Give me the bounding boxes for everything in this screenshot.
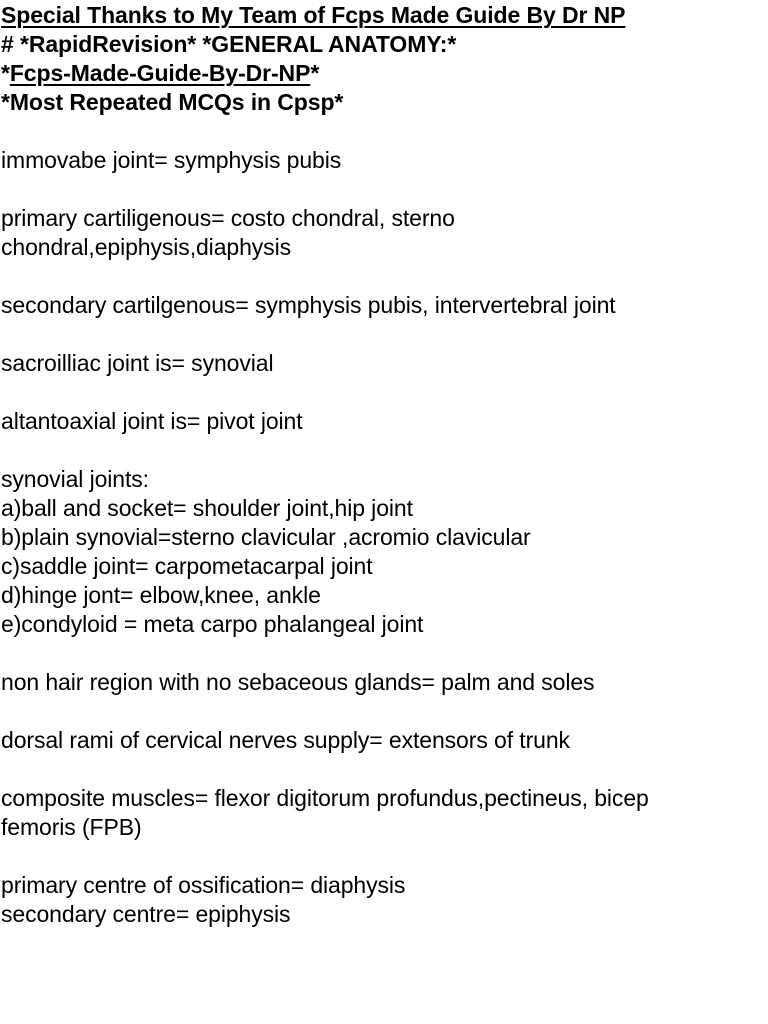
note-line: femoris (FPB) <box>1 814 142 840</box>
guide-name: Fcps-Made-Guide-By-Dr-NP <box>9 60 311 86</box>
spacer <box>1 378 768 407</box>
spacer <box>1 697 768 726</box>
guide-name-line <box>1 59 768 88</box>
note-line: secondary centre= epiphysis <box>1 901 291 927</box>
note-line: a)ball and socket= shoulder joint,hip joint <box>1 495 413 521</box>
spacer <box>1 842 768 871</box>
note-line: c)saddle joint= carpometacarpal joint <box>1 553 373 579</box>
note-line: b)plain synovial=sterno clavicular ,acromio clavicular <box>1 524 531 550</box>
note-line: composite muscles= flexor digitorum profundus,pectineus, bicep <box>1 785 649 811</box>
note-line: dorsal rami of cervical nerves supply= extensors of trunk <box>1 727 570 753</box>
spacer <box>1 175 768 204</box>
note-line: immovabe joint= symphysis pubis <box>1 147 342 173</box>
note-line: secondary cartilgenous= symphysis pubis, intervertebral joint <box>1 292 616 318</box>
note-line: non hair region with no sebaceous glands= palm and soles <box>1 669 595 695</box>
spacer <box>1 755 768 784</box>
spacer <box>1 117 768 146</box>
document-title: # *RapidRevision* *GENERAL ANATOMY:* <box>1 31 457 57</box>
note-line: primary cartiligenous= costo chondral, sterno <box>1 205 455 231</box>
guide-prefix: * <box>1 60 10 86</box>
spacer <box>1 639 768 668</box>
spacer <box>1 436 768 465</box>
spacer <box>1 320 768 349</box>
document-subtitle: *Most Repeated MCQs in Cpsp* <box>1 89 344 115</box>
note-line: d)hinge jont= elbow,knee, ankle <box>1 582 321 608</box>
note-line: chondral,epiphysis,diaphysis <box>1 234 291 260</box>
note-line: primary centre of ossification= diaphysis <box>1 872 406 898</box>
note-line: synovial joints: <box>1 466 149 492</box>
note-line: sacroilliac joint is= synovial <box>1 350 274 376</box>
thanks-heading: Special Thanks to My Team of Fcps Made Guide By Dr NP <box>1 2 626 28</box>
spacer <box>1 262 768 291</box>
note-line: e)condyloid = meta carpo phalangeal joint <box>1 611 424 637</box>
guide-suffix: * <box>310 60 320 86</box>
note-line: altantoaxial joint is= pivot joint <box>1 408 303 434</box>
